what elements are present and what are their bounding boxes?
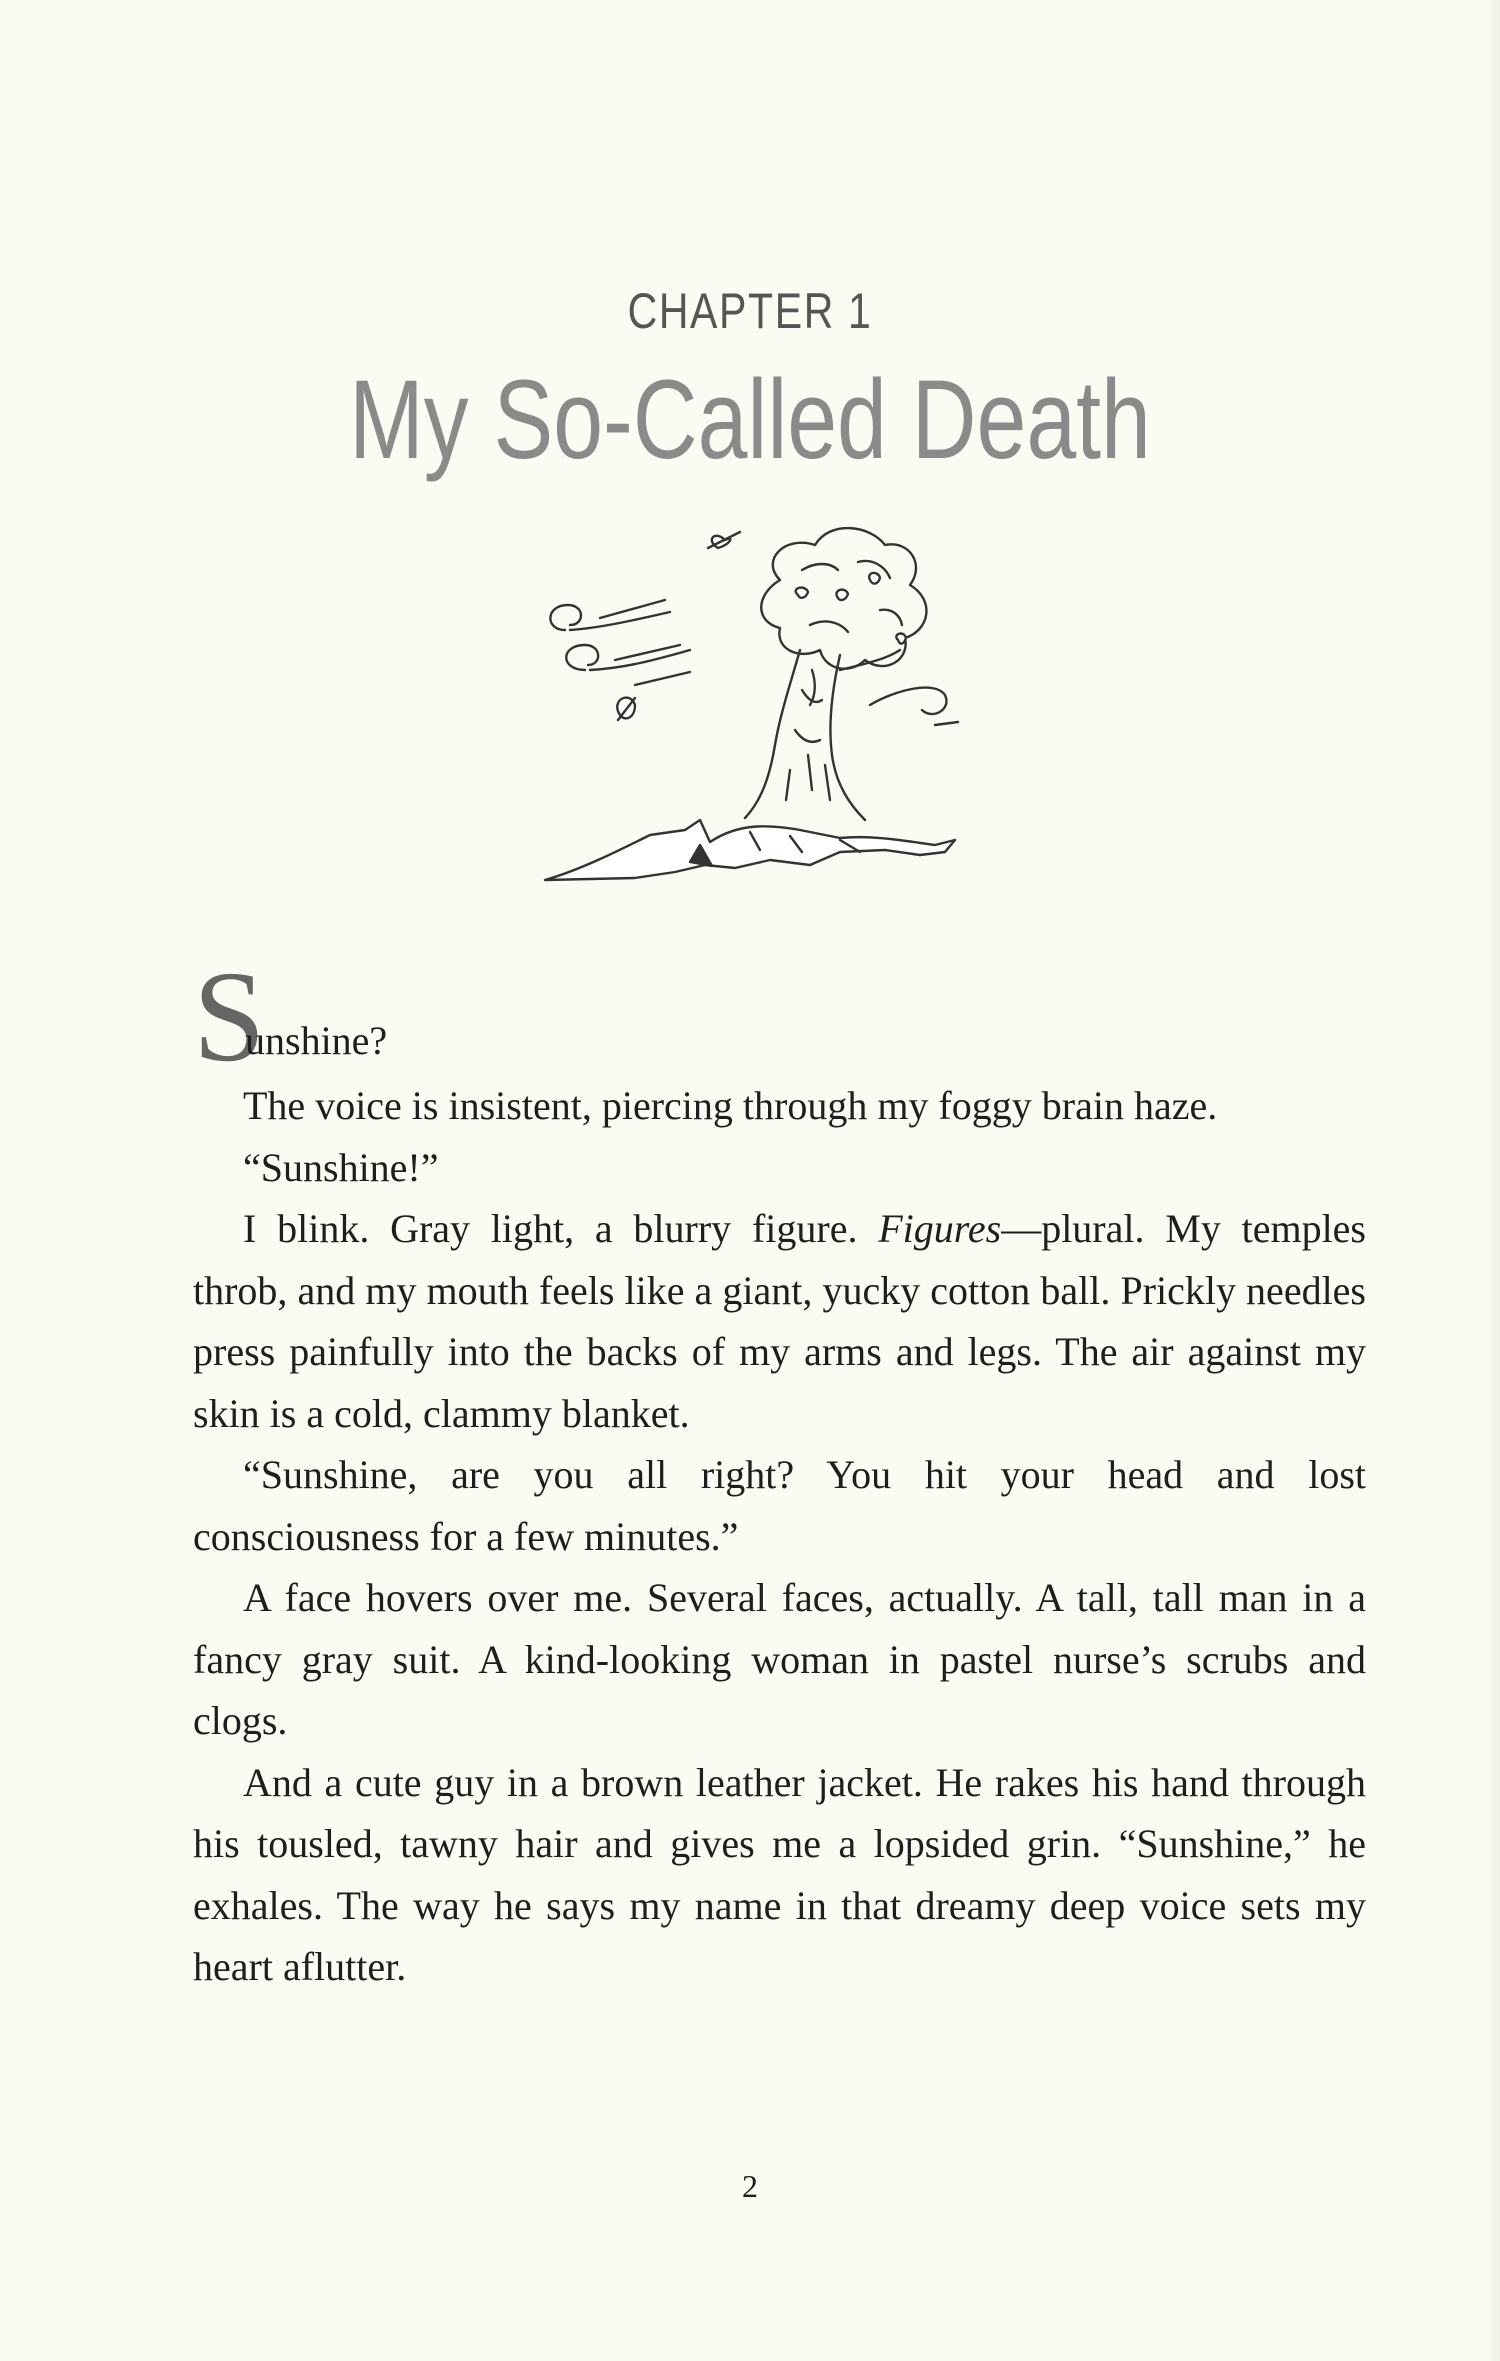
page-number: 2 <box>742 2168 758 2204</box>
chapter-body <box>193 945 1366 1998</box>
opening-line <box>193 945 1366 1089</box>
paragraph: A face hovers over me. Several faces, actually. A tall, tall man in a fancy gray suit. A kind-looking woman in pastel nurse’s scrubs and clogs. <box>193 1575 1366 1743</box>
paragraph-text: I blink. Gray light, a blurry figure. <box>243 1206 879 1251</box>
paragraph-text: —plural. My temples throb, and my mouth feels like a giant, yucky cotton ball. Prickly needles press painfully into the backs of my arms and legs. The air against my skin is a cold, clammy blanket. <box>193 1206 1366 1436</box>
chapter-label: CHAPTER 1 <box>627 283 873 339</box>
drop-cap: S <box>193 945 266 1089</box>
paragraph: “Sunshine, are you all right? You hit your head and lost consciousness for a few minutes.” <box>193 1452 1366 1559</box>
italic-word: Figures <box>878 1206 1002 1251</box>
paragraph <box>193 1198 1366 1444</box>
chapter-title: My So-Called Death <box>349 357 1151 482</box>
page-edge-shadow <box>1486 0 1500 2361</box>
windblown-tree-icon <box>540 500 960 890</box>
opening-word: unshine? <box>245 1018 388 1063</box>
paragraph: And a cute guy in a brown leather jacket. He rakes his hand through his tousled, tawny hair and gives me a lopsided grin. “Sunshine,” he exhales. The way he says my name in that dreamy deep voice sets my heart aflutter. <box>193 1759 1366 1989</box>
paragraph: “Sunshine!” <box>243 1144 439 1190</box>
paragraph: The voice is insistent, piercing through my foggy brain haze. <box>243 1083 1218 1128</box>
